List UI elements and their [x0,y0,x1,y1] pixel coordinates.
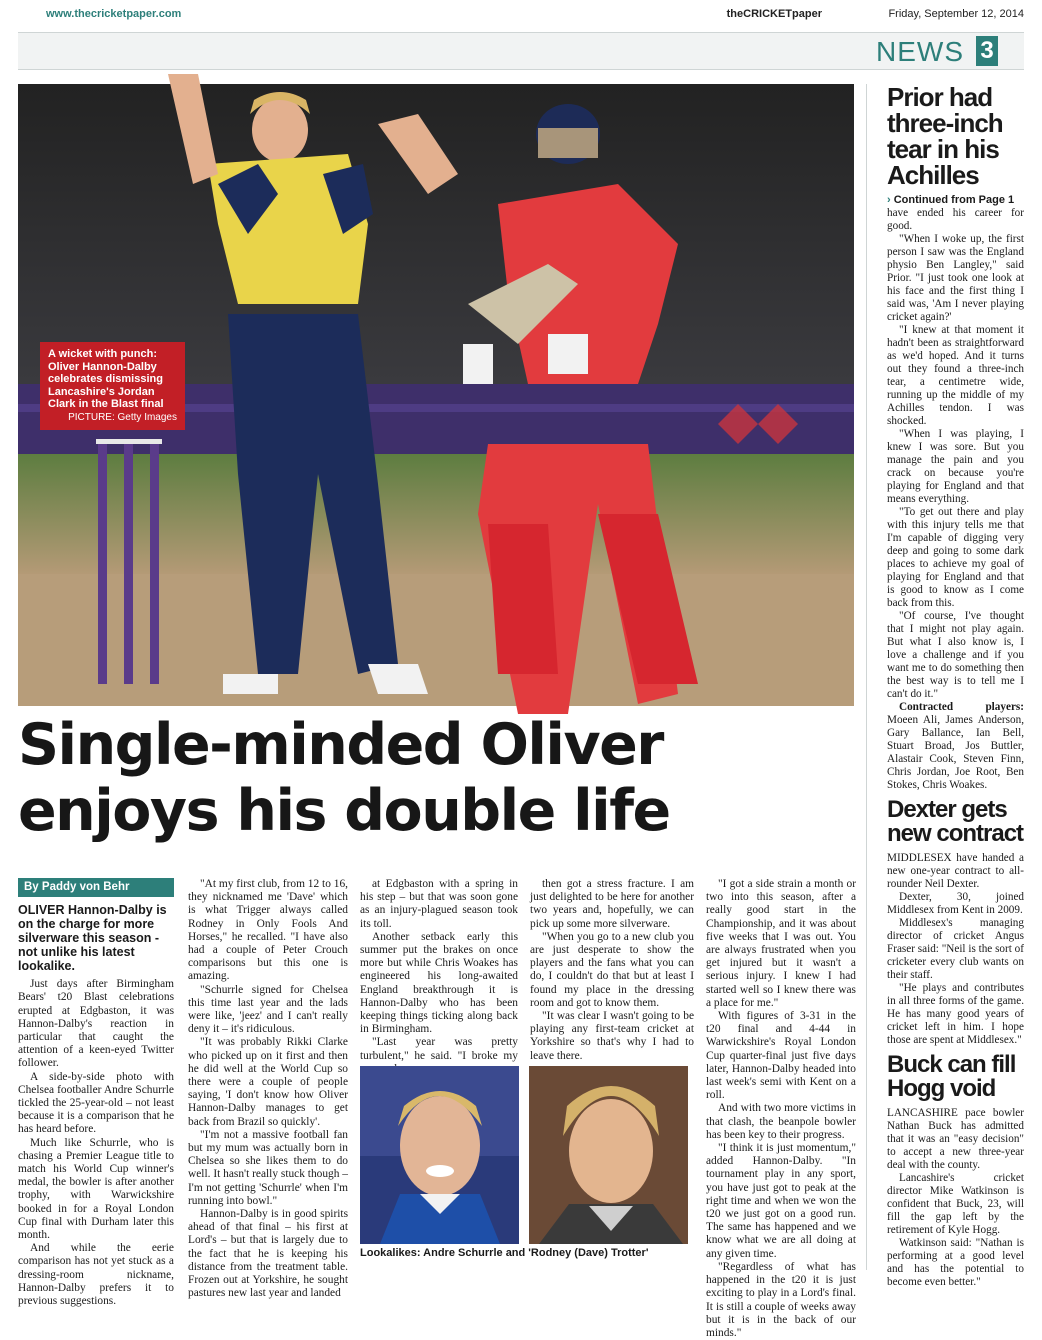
footballer-portrait-illustration [360,1066,519,1244]
paragraph: Just days after Birmingham Bears' t20 Blast celebrations erupted at Edgbaston, it was Hannon-Dalby's reaction in particular that caught the attention of a keen-eyed Twitter follower. [18,978,174,1070]
headline-line-1: Single-minded Oliver [18,712,663,778]
section-bar [18,32,1024,70]
paragraph: Lancashire's cricket director Mike Watkinson is confident that Buck, 23, will fill the gap left by the retirement of Kyle Hogg. [887,1172,1024,1236]
site-suffix: paper.com [126,8,182,20]
main-photo [18,84,854,706]
issue-date: Friday, September 12, 2014 [888,8,1024,20]
contracted-label: Contracted players: [899,701,1024,713]
masthead-the: the [726,8,744,20]
paragraph: Another setback early this summer put the brakes on once more but while Chris Woakes has engineered his long-awaited England breakthrough it is Hannon-Dalby who has been keeping things ticking along back in Birmingham. [360,930,518,1036]
dexter-headline: Dexter gets new contract [887,796,1024,847]
lookalikes-caption: Lookalikes: Andre Schurrle and 'Rodney (Dave) Trotter' [360,1247,649,1259]
paragraph: "He plays and contributes in all three forms of the game. He has many good years of cricket left in him. I hope those are spent at Middlesex." [887,982,1024,1046]
paragraph: "I got a side strain a month or two into this season, after a really good start in the Championship, and it was about five weeks that I was out. You are always frustrated when you get injured but it wasn't a serious injury. I knew I had started well so I knew there was a place for me." [706,878,856,1009]
paragraph: Much like Schurrle, who is chasing a Premier League title to match his World Cup winner's medal, the bowler is after another trophy, with Warwickshire booked in for a Royal London Cup final with Durham later this month. [18,1136,174,1242]
masthead [727,8,822,20]
photo-caption [40,342,185,430]
paragraph: A side-by-side photo with Chelsea footballer Andre Schurrle tickled the 25-year-old – not least because it is a comparison that he has heard before. [18,1070,174,1136]
paragraph: With figures of 3-31 in the t20 final and 4-44 in Warwickshire's Royal London Cup quarter-final just five days later, Hannon-Dalby headed into last week's semi with Kent on a roll. [706,1010,856,1102]
paragraph: Dexter, 30, joined Middlesex from Kent in 2009. [887,891,1024,916]
rodney-trotter-photo [529,1066,688,1244]
paragraph: then got a stress fracture. I am just delighted to be here for another two years and, hopefully, we can pick up some more silverware. [530,878,694,930]
headline-line-2: enjoys his double life [18,778,670,844]
paragraph: "It was probably Rikki Clarke who picked up on it first and then he did well at the World Cup so there were a couple of people saying, 'I don't know how Oliver Hannon-Dalby manages to get back from Brazil so quickly'. [188,1036,348,1128]
section-label: NEWS [876,36,964,67]
actor-portrait-illustration [529,1066,688,1244]
contracted-players [887,701,1024,792]
paragraph: And while the eerie comparison has not yet stuck as a dressing-room nickname, Hannon-Dalby prefers it to previous suggestions. [18,1242,174,1308]
page-number: 3 [976,36,998,66]
paragraph: "Last year was pretty turbulent," he said. "I broke my [360,1036,518,1062]
paragraph: "I'm not a massive football fan but my mum was actually born in Chelsea so she likes them to do well. It hasn't really stuck though – I'm not getting 'Schurrle' when I'm running into bowl." [188,1128,348,1207]
paragraph: "Schurrle signed for Chelsea this time last year and the lads were like, 'jeez' and I can't really deny it – it's ridiculous. [188,983,348,1036]
paragraph: "When I woke up, the first person I saw was the England physio Ben Langley," said Prior. "I just took one look at his face and the first thing I said was, 'Am I never playing cricket again?' [887,233,1024,323]
paragraph: LANCASHIRE pace bowler Nathan Buck has admitted that it was an "easy decision" to accept a new three-year deal with the county. [887,1107,1024,1171]
main-headline [18,712,854,844]
contracted-list: Moeen Ali, James Anderson, Gary Ballance, Ian Bell, Stuart Broad, Jos Buttler, Alastair Cook, Steven Finn, Chris Jordan, Joe Root, Ben Stokes, Chris Woakes. [887,714,1024,791]
paragraph: Hannon-Dalby is in good spirits ahead of that final – his first at Lord's – but that is largely due to the fact that he is keeping his distance from the treatment table. Frozen out at Yorkshire, he sought pastures new last year and landed [188,1208,348,1300]
caption-text: A wicket with punch: Oliver Hannon-Dalby celebrates dismissing Lancashire's Jordan Clark in the Blast final [48,348,164,410]
paragraph: have ended his career for good. [887,207,1024,232]
buck-headline: Buck can fill Hogg void [887,1051,1016,1102]
paragraph: "I knew at that moment it hadn't been as straightforward as we'd hoped. And it turns out they found a three-inch tear, a centimetre wide, running up the middle of my Achilles tendon. I was shocked. [887,324,1024,427]
article-column-1 [18,878,174,1308]
prior-headline: Prior had three-inch tear in his Achilles [887,82,1003,190]
paragraph: And with two more victims in that clash, the beanpole bowler has been key to their progress. [706,1102,856,1141]
continued-label: Continued from Page 1 [893,194,1015,206]
masthead-paper: paper [792,8,822,20]
standfirst: OLIVER Hannon-Dalby is on the charge for more silverware this season - not unlike his latest lookalike. [18,903,167,974]
paragraph: "To get out there and play with this injury tells me that I'm capable of digging very deep and going to some dark places to achieve my goal of playing for England and that is good to know as I come back from this. [887,506,1024,609]
paragraph: "Regardless of what has happened in the t20 it is just exciting to play in a Lord's final. It is still a couple of weeks away but it is in the back of our minds." [706,1260,856,1339]
paragraph: "At my first club, from 12 to 16, they nicknamed me 'Dave' which is what Trigger always called Rodney in Only Fools And Horses," he recalled. "I have also had a couple of Peter Crouch comparisons but this one is amazing. [188,878,348,983]
paragraph: "When I was playing, I knew I was sore. But you manage the pain and you crack on because you're playing for England and that means everything. [887,428,1024,505]
paragraph: at Edgbaston with a spring in his step – but that was soon gone as an injury-plagued season took its toll. [360,878,518,930]
site-bold: cricket [90,8,127,20]
continued-link[interactable] [887,194,1024,206]
paragraph: "Of course, I've thought that I might not play again. But what I also know is, I love a challenge and if you want me to do something then the best way is to tell me I can't do it." [887,610,1024,700]
paragraph: Middlesex's managing director of cricket Angus Fraser said: "Neil is the sort of cricketer every club wants on their staff. [887,917,1024,981]
schurrle-photo [360,1066,519,1244]
paragraph: "It was clear I wasn't going to be playing any first-team cricket at Yorkshire so that's why I had to leave there. [530,1010,694,1062]
paragraph: Watkinson said: "Nathan is performing at a good level and has the potential to become even better." [887,1237,1024,1288]
paragraph: MIDDLESEX have handed a new one-year contract to all-rounder Neil Dexter. [887,852,1024,890]
masthead-bold: CRICKET [743,8,793,20]
photo-credit: PICTURE: Getty Images [68,411,177,423]
paragraph: "I think it is just momentum," added Hannon-Dalby. "In tournament play in any sport, you have just got to peak at the right time and when we won the t20 we just got on a good run. The same has happened and we know what we are all doing at any given time. [706,1142,856,1260]
lookalikes-figure [360,1066,694,1262]
website-url[interactable] [46,8,181,20]
paragraph: "When you go to a new club you are just desperate to show the players and the fans what you can do, I couldn't do that but at least I found my place in the dressing room and got to know them. [530,930,694,1009]
article-column-4 [530,878,694,1063]
byline: By Paddy von Behr [18,878,174,897]
article-column-5 [706,878,856,1340]
article-column-2 [188,878,348,1301]
chevron-right-icon: › [887,194,891,206]
news-sidebar [866,82,1024,1288]
article-column-3 [360,878,518,1076]
site-prefix: www.the [46,8,91,20]
